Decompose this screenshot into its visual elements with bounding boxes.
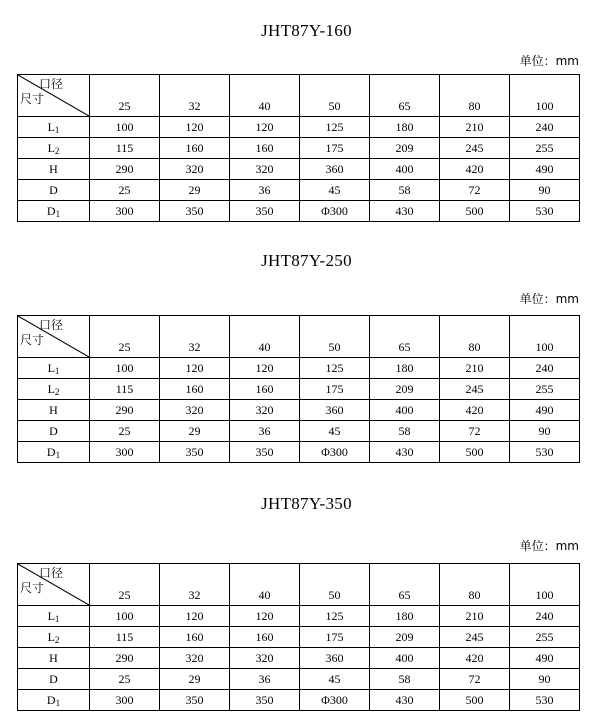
table-cell: 350	[230, 201, 300, 222]
table-cell: 490	[510, 159, 580, 180]
table-title: JHT87Y-250	[261, 251, 352, 270]
header-size-cell: 50	[300, 316, 370, 358]
table-cell: 530	[510, 442, 580, 463]
row-label-cell	[18, 421, 90, 442]
header-size-cell: 40	[230, 75, 300, 117]
row-label: D	[46, 204, 56, 218]
table-cell: 45	[300, 180, 370, 201]
row-label: L	[47, 120, 55, 134]
table-cell: 209	[370, 379, 440, 400]
table-cell: 500	[440, 201, 510, 222]
table-cell: 240	[510, 117, 580, 138]
header-size-cell: 65	[370, 75, 440, 117]
table-cell: 210	[440, 358, 510, 379]
table-cell: 160	[160, 627, 230, 648]
table-cell: 36	[230, 421, 300, 442]
table-row	[18, 400, 580, 421]
row-label-cell	[18, 400, 90, 421]
table-cell: 100	[90, 117, 160, 138]
table-cell: 350	[160, 201, 230, 222]
table-cell: 25	[90, 180, 160, 201]
header-size-cell: 25	[90, 564, 160, 606]
table-row	[18, 159, 580, 180]
row-label-cell	[18, 606, 90, 627]
table-cell: 210	[440, 117, 510, 138]
table-cell: 175	[300, 379, 370, 400]
row-label-cell	[18, 117, 90, 138]
row-label: L	[47, 609, 55, 623]
table-row	[18, 180, 580, 201]
table-cell: 430	[370, 442, 440, 463]
table-cell: Φ300	[300, 690, 370, 711]
row-label-subscript: 1	[54, 614, 60, 624]
table-cell: 125	[300, 117, 370, 138]
row-label-subscript: 1	[54, 366, 60, 376]
header-size-cell: 65	[370, 316, 440, 358]
row-label-cell	[18, 690, 90, 711]
header-size-cell: 40	[230, 316, 300, 358]
table-cell: 29	[160, 421, 230, 442]
row-label-subscript: 1	[54, 125, 60, 135]
table-cell: 490	[510, 400, 580, 421]
row-label-subscript: 2	[54, 387, 60, 397]
unit-label: 单位：mm	[519, 292, 579, 306]
header-size-cell: 80	[440, 564, 510, 606]
table-cell: 360	[300, 648, 370, 669]
row-label-cell	[18, 201, 90, 222]
row-label-cell	[18, 648, 90, 669]
table-row	[18, 442, 580, 463]
table-cell: 255	[510, 627, 580, 648]
table-row	[18, 606, 580, 627]
table-cell: 300	[90, 201, 160, 222]
table-cell: 350	[230, 690, 300, 711]
corner-label-diameter: 口径	[38, 77, 63, 91]
row-label: D	[49, 183, 58, 197]
table-title: JHT87Y-350	[261, 494, 352, 513]
header-size-cell: 40	[230, 564, 300, 606]
table-cell: 175	[300, 627, 370, 648]
row-label-cell	[18, 358, 90, 379]
header-size-cell: 100	[510, 564, 580, 606]
table-cell: 72	[440, 669, 510, 690]
table-title: JHT87Y-160	[261, 21, 352, 40]
table-cell: 290	[90, 159, 160, 180]
header-size-cell: 100	[510, 75, 580, 117]
header-size-cell: 65	[370, 564, 440, 606]
table-cell: 125	[300, 358, 370, 379]
row-label-cell	[18, 627, 90, 648]
table-cell: 25	[90, 421, 160, 442]
table-cell: 255	[510, 138, 580, 159]
table-cell: 360	[300, 159, 370, 180]
corner-label-diameter: 口径	[38, 566, 63, 580]
row-label: H	[49, 651, 58, 665]
header-size-cell: 80	[440, 316, 510, 358]
spec-table	[17, 74, 580, 222]
table-cell: 160	[160, 379, 230, 400]
table-cell: 58	[370, 669, 440, 690]
corner-label-diameter: 口径	[38, 318, 63, 332]
table-cell: 45	[300, 669, 370, 690]
table-cell: 100	[90, 358, 160, 379]
table-cell: 430	[370, 201, 440, 222]
unit-label: 单位：mm	[519, 54, 579, 68]
table-cell: 115	[90, 627, 160, 648]
table-cell: 90	[510, 669, 580, 690]
header-size-cell: 50	[300, 564, 370, 606]
table-cell: 320	[230, 648, 300, 669]
row-label-subscript: 1	[55, 698, 61, 708]
table-cell: 350	[230, 442, 300, 463]
header-corner-cell	[18, 316, 90, 358]
table-cell: 255	[510, 379, 580, 400]
table-cell: Φ300	[300, 442, 370, 463]
table-row	[18, 648, 580, 669]
table-cell: 115	[90, 138, 160, 159]
row-label: D	[46, 693, 56, 707]
table-cell: 290	[90, 400, 160, 421]
row-label: H	[49, 403, 58, 417]
table-cell: 320	[230, 159, 300, 180]
table-cell: 320	[160, 159, 230, 180]
table-cell: 420	[440, 400, 510, 421]
table-cell: 360	[300, 400, 370, 421]
row-label: D	[49, 424, 58, 438]
row-label: L	[47, 141, 55, 155]
row-label: H	[49, 162, 58, 176]
header-size-cell: 25	[90, 75, 160, 117]
table-cell: 90	[510, 421, 580, 442]
table-cell: 420	[440, 159, 510, 180]
table-cell: 209	[370, 138, 440, 159]
header-corner-cell	[18, 564, 90, 606]
row-label-subscript: 2	[54, 635, 60, 645]
table-cell: 320	[160, 648, 230, 669]
table-cell: 36	[230, 180, 300, 201]
corner-label-dimension: 尺寸	[20, 333, 45, 347]
table-cell: 120	[230, 117, 300, 138]
table-cell: 245	[440, 627, 510, 648]
table-cell: 29	[160, 180, 230, 201]
table-row	[18, 117, 580, 138]
table-cell: 100	[90, 606, 160, 627]
table-cell: 430	[370, 690, 440, 711]
table-cell: 180	[370, 117, 440, 138]
spec-table	[17, 563, 580, 711]
row-label-cell	[18, 159, 90, 180]
table-row	[18, 690, 580, 711]
header-size-cell: 80	[440, 75, 510, 117]
table-cell: 175	[300, 138, 370, 159]
table-row	[18, 138, 580, 159]
table-row	[18, 421, 580, 442]
table-cell: 120	[230, 606, 300, 627]
header-row	[18, 564, 580, 606]
header-corner-cell	[18, 75, 90, 117]
table-cell: 300	[90, 442, 160, 463]
table-cell: 350	[160, 442, 230, 463]
row-label-subscript: 1	[55, 209, 61, 219]
table-cell: 180	[370, 606, 440, 627]
row-label-cell	[18, 180, 90, 201]
table-cell: 245	[440, 138, 510, 159]
table-cell: 490	[510, 648, 580, 669]
row-label: L	[47, 361, 55, 375]
table-cell: 350	[160, 690, 230, 711]
table-cell: 45	[300, 421, 370, 442]
corner-label-dimension: 尺寸	[20, 581, 45, 595]
table-cell: 120	[160, 117, 230, 138]
table-cell: 125	[300, 606, 370, 627]
table-cell: 300	[90, 690, 160, 711]
table-cell: 160	[230, 138, 300, 159]
row-label: D	[46, 445, 56, 459]
table-cell: 58	[370, 421, 440, 442]
table-cell: Φ300	[300, 201, 370, 222]
table-cell: 240	[510, 606, 580, 627]
table-cell: 25	[90, 669, 160, 690]
table-row	[18, 669, 580, 690]
table-cell: 530	[510, 201, 580, 222]
header-size-cell: 32	[160, 75, 230, 117]
header-row	[18, 75, 580, 117]
table-cell: 530	[510, 690, 580, 711]
header-size-cell: 32	[160, 564, 230, 606]
table-cell: 160	[160, 138, 230, 159]
row-label: L	[47, 630, 55, 644]
row-label-cell	[18, 379, 90, 400]
header-size-cell: 32	[160, 316, 230, 358]
table-cell: 90	[510, 180, 580, 201]
row-label: L	[47, 382, 55, 396]
table-cell: 400	[370, 400, 440, 421]
table-row	[18, 627, 580, 648]
table-cell: 180	[370, 358, 440, 379]
table-cell: 72	[440, 421, 510, 442]
table-cell: 210	[440, 606, 510, 627]
table-cell: 58	[370, 180, 440, 201]
table-cell: 115	[90, 379, 160, 400]
table-row	[18, 201, 580, 222]
header-size-cell: 50	[300, 75, 370, 117]
table-cell: 72	[440, 180, 510, 201]
row-label-cell	[18, 442, 90, 463]
table-cell: 500	[440, 690, 510, 711]
table-cell: 160	[230, 379, 300, 400]
table-row	[18, 379, 580, 400]
table-cell: 36	[230, 669, 300, 690]
row-label-subscript: 1	[55, 450, 61, 460]
table-cell: 240	[510, 358, 580, 379]
table-cell: 245	[440, 379, 510, 400]
header-size-cell: 100	[510, 316, 580, 358]
header-row	[18, 316, 580, 358]
header-size-cell: 25	[90, 316, 160, 358]
table-cell: 400	[370, 159, 440, 180]
table-cell: 400	[370, 648, 440, 669]
table-cell: 320	[230, 400, 300, 421]
table-cell: 420	[440, 648, 510, 669]
table-cell: 120	[160, 358, 230, 379]
row-label-cell	[18, 138, 90, 159]
table-cell: 500	[440, 442, 510, 463]
table-cell: 290	[90, 648, 160, 669]
table-cell: 209	[370, 627, 440, 648]
table-cell: 120	[230, 358, 300, 379]
spec-table	[17, 315, 580, 463]
table-cell: 320	[160, 400, 230, 421]
row-label: D	[49, 672, 58, 686]
row-label-cell	[18, 669, 90, 690]
corner-label-dimension: 尺寸	[20, 92, 45, 106]
table-cell: 160	[230, 627, 300, 648]
table-cell: 120	[160, 606, 230, 627]
table-cell: 29	[160, 669, 230, 690]
unit-label: 单位：mm	[519, 539, 579, 553]
row-label-subscript: 2	[54, 146, 60, 156]
table-row	[18, 358, 580, 379]
